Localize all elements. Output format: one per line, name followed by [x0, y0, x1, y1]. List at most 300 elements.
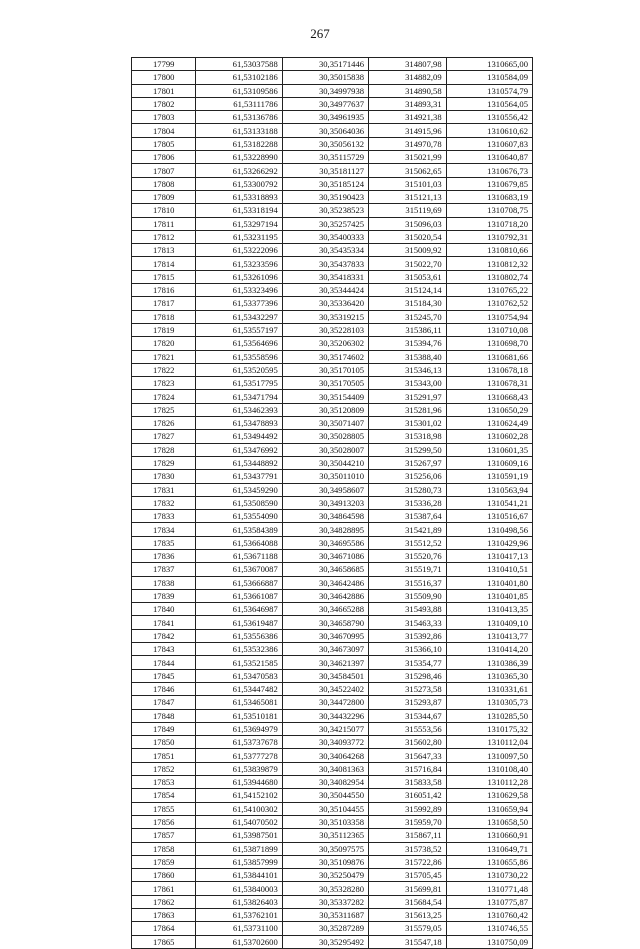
latitude-cell: 61,53182288 [196, 137, 282, 150]
x-coordinate-cell: 315421,89 [369, 523, 447, 536]
point-number-cell: 17853 [132, 776, 196, 789]
latitude-cell: 61,53323496 [196, 284, 282, 297]
point-number-cell: 17834 [132, 523, 196, 536]
point-number-cell: 17841 [132, 616, 196, 629]
x-coordinate-cell: 315009,92 [369, 244, 447, 257]
latitude-cell: 61,54100302 [196, 802, 282, 815]
table-row [132, 616, 533, 629]
latitude-cell: 61,53584389 [196, 523, 282, 536]
y-coordinate-cell: 1310629,58 [446, 789, 532, 802]
latitude-cell: 61,53432297 [196, 310, 282, 323]
table-row [132, 603, 533, 616]
latitude-cell: 61,53840003 [196, 882, 282, 895]
latitude-cell: 61,53844101 [196, 869, 282, 882]
longitude-cell: 30,35170505 [282, 377, 368, 390]
longitude-cell: 30,34671086 [282, 549, 368, 562]
table-row [132, 855, 533, 868]
latitude-cell: 61,53871899 [196, 842, 282, 855]
latitude-cell: 61,53737678 [196, 736, 282, 749]
point-number-cell: 17845 [132, 669, 196, 682]
x-coordinate-cell: 315647,33 [369, 749, 447, 762]
x-coordinate-cell: 315124,14 [369, 284, 447, 297]
point-number-cell: 17843 [132, 643, 196, 656]
x-coordinate-cell: 315613,25 [369, 909, 447, 922]
table-row [132, 789, 533, 802]
table-row [132, 350, 533, 363]
x-coordinate-cell: 315392,86 [369, 629, 447, 642]
x-coordinate-cell: 315959,70 [369, 815, 447, 828]
longitude-cell: 30,35228103 [282, 323, 368, 336]
y-coordinate-cell: 1310413,77 [446, 629, 532, 642]
x-coordinate-cell: 315867,11 [369, 829, 447, 842]
y-coordinate-cell: 1310112,28 [446, 776, 532, 789]
table-row [132, 177, 533, 190]
longitude-cell: 30,35400333 [282, 230, 368, 243]
y-coordinate-cell: 1310750,09 [446, 935, 532, 948]
y-coordinate-cell: 1310331,61 [446, 682, 532, 695]
point-number-cell: 17835 [132, 536, 196, 549]
longitude-cell: 30,34977637 [282, 97, 368, 110]
longitude-cell: 30,34670995 [282, 629, 368, 642]
longitude-cell: 30,35257425 [282, 217, 368, 230]
latitude-cell: 61,53297194 [196, 217, 282, 230]
table-row [132, 842, 533, 855]
point-number-cell: 17858 [132, 842, 196, 855]
table-row [132, 337, 533, 350]
y-coordinate-cell: 1310746,55 [446, 922, 532, 935]
y-coordinate-cell: 1310765,22 [446, 284, 532, 297]
latitude-cell: 61,53261096 [196, 270, 282, 283]
y-coordinate-cell: 1310660,91 [446, 829, 532, 842]
x-coordinate-cell: 315722,86 [369, 855, 447, 868]
longitude-cell: 30,35238523 [282, 204, 368, 217]
latitude-cell: 61,53102186 [196, 71, 282, 84]
y-coordinate-cell: 1310760,42 [446, 909, 532, 922]
y-coordinate-cell: 1310563,94 [446, 483, 532, 496]
table-row [132, 204, 533, 217]
table-row [132, 164, 533, 177]
longitude-cell: 30,35328280 [282, 882, 368, 895]
y-coordinate-cell: 1310417,13 [446, 549, 532, 562]
x-coordinate-cell: 315020,54 [369, 230, 447, 243]
latitude-cell: 61,53671188 [196, 549, 282, 562]
latitude-cell: 61,53233596 [196, 257, 282, 270]
y-coordinate-cell: 1310698,70 [446, 337, 532, 350]
latitude-cell: 61,54152102 [196, 789, 282, 802]
latitude-cell: 61,53471794 [196, 390, 282, 403]
longitude-cell: 30,34082954 [282, 776, 368, 789]
longitude-cell: 30,34961935 [282, 111, 368, 124]
x-coordinate-cell: 316051,42 [369, 789, 447, 802]
latitude-cell: 61,53556386 [196, 629, 282, 642]
table-row [132, 909, 533, 922]
point-number-cell: 17804 [132, 124, 196, 137]
y-coordinate-cell: 1310365,30 [446, 669, 532, 682]
table-row [132, 443, 533, 456]
point-number-cell: 17803 [132, 111, 196, 124]
longitude-cell: 30,34997938 [282, 84, 368, 97]
latitude-cell: 61,53465081 [196, 696, 282, 709]
latitude-cell: 61,53520595 [196, 363, 282, 376]
y-coordinate-cell: 1310710,08 [446, 323, 532, 336]
latitude-cell: 61,53459290 [196, 483, 282, 496]
y-coordinate-cell: 1310810,66 [446, 244, 532, 257]
latitude-cell: 61,53557197 [196, 323, 282, 336]
longitude-cell: 30,35174602 [282, 350, 368, 363]
latitude-cell: 61,53944680 [196, 776, 282, 789]
point-number-cell: 17800 [132, 71, 196, 84]
longitude-cell: 30,35115729 [282, 151, 368, 164]
point-number-cell: 17833 [132, 510, 196, 523]
point-number-cell: 17832 [132, 496, 196, 509]
x-coordinate-cell: 315062,65 [369, 164, 447, 177]
longitude-cell: 30,35295492 [282, 935, 368, 948]
x-coordinate-cell: 315053,61 [369, 270, 447, 283]
point-number-cell: 17827 [132, 430, 196, 443]
latitude-cell: 61,53109586 [196, 84, 282, 97]
latitude-cell: 61,53670087 [196, 563, 282, 576]
longitude-cell: 30,35104455 [282, 802, 368, 815]
point-number-cell: 17840 [132, 603, 196, 616]
table-row [132, 71, 533, 84]
y-coordinate-cell: 1310602,28 [446, 430, 532, 443]
table-row [132, 417, 533, 430]
page-number: 267 [310, 26, 330, 41]
x-coordinate-cell: 315121,13 [369, 190, 447, 203]
y-coordinate-cell: 1310610,62 [446, 124, 532, 137]
point-number-cell: 17855 [132, 802, 196, 815]
latitude-cell: 61,53231195 [196, 230, 282, 243]
point-number-cell: 17846 [132, 682, 196, 695]
table-row [132, 696, 533, 709]
latitude-cell: 61,53554090 [196, 510, 282, 523]
longitude-cell: 30,35064036 [282, 124, 368, 137]
table-row [132, 643, 533, 656]
x-coordinate-cell: 315318,98 [369, 430, 447, 443]
point-number-cell: 17864 [132, 922, 196, 935]
latitude-cell: 61,53619487 [196, 616, 282, 629]
x-coordinate-cell: 315336,28 [369, 496, 447, 509]
table-row [132, 111, 533, 124]
y-coordinate-cell: 1310681,66 [446, 350, 532, 363]
x-coordinate-cell: 315366,10 [369, 643, 447, 656]
table-row [132, 563, 533, 576]
point-number-cell: 17852 [132, 762, 196, 775]
y-coordinate-cell: 1310665,00 [446, 58, 532, 71]
table-row [132, 669, 533, 682]
x-coordinate-cell: 315256,06 [369, 470, 447, 483]
longitude-cell: 30,35044210 [282, 456, 368, 469]
x-coordinate-cell: 315267,97 [369, 456, 447, 469]
table-row [132, 284, 533, 297]
table-row [132, 323, 533, 336]
table-row [132, 377, 533, 390]
latitude-cell: 61,53664088 [196, 536, 282, 549]
x-coordinate-cell: 315684,54 [369, 895, 447, 908]
table-row [132, 124, 533, 137]
table-row [132, 270, 533, 283]
point-number-cell: 17839 [132, 589, 196, 602]
longitude-cell: 30,35171446 [282, 58, 368, 71]
latitude-cell: 61,53857999 [196, 855, 282, 868]
y-coordinate-cell: 1310640,87 [446, 151, 532, 164]
longitude-cell: 30,35250479 [282, 869, 368, 882]
table-row [132, 935, 533, 948]
latitude-cell: 61,53702600 [196, 935, 282, 948]
longitude-cell: 30,34093772 [282, 736, 368, 749]
y-coordinate-cell: 1310775,87 [446, 895, 532, 908]
y-coordinate-cell: 1310679,85 [446, 177, 532, 190]
latitude-cell: 61,53558596 [196, 350, 282, 363]
x-coordinate-cell: 315344,67 [369, 709, 447, 722]
point-number-cell: 17859 [132, 855, 196, 868]
table-row [132, 869, 533, 882]
y-coordinate-cell: 1310429,96 [446, 536, 532, 549]
longitude-cell: 30,34958607 [282, 483, 368, 496]
latitude-cell: 61,53731100 [196, 922, 282, 935]
y-coordinate-cell: 1310108,40 [446, 762, 532, 775]
longitude-cell: 30,34642886 [282, 589, 368, 602]
table-row [132, 815, 533, 828]
point-number-cell: 17811 [132, 217, 196, 230]
x-coordinate-cell: 315519,71 [369, 563, 447, 576]
x-coordinate-cell: 315273,58 [369, 682, 447, 695]
latitude-cell: 61,53508590 [196, 496, 282, 509]
y-coordinate-cell: 1310414,20 [446, 643, 532, 656]
point-number-cell: 17826 [132, 417, 196, 430]
longitude-cell: 30,34828895 [282, 523, 368, 536]
point-number-cell: 17836 [132, 549, 196, 562]
latitude-cell: 61,53448892 [196, 456, 282, 469]
y-coordinate-cell: 1310792,31 [446, 230, 532, 243]
latitude-cell: 61,53661087 [196, 589, 282, 602]
x-coordinate-cell: 315343,00 [369, 377, 447, 390]
x-coordinate-cell: 315520,76 [369, 549, 447, 562]
longitude-cell: 30,34673097 [282, 643, 368, 656]
longitude-cell: 30,35287289 [282, 922, 368, 935]
longitude-cell: 30,35154409 [282, 390, 368, 403]
y-coordinate-cell: 1310564,05 [446, 97, 532, 110]
point-number-cell: 17823 [132, 377, 196, 390]
longitude-cell: 30,35044550 [282, 789, 368, 802]
point-number-cell: 17857 [132, 829, 196, 842]
x-coordinate-cell: 315387,64 [369, 510, 447, 523]
y-coordinate-cell: 1310541,21 [446, 496, 532, 509]
x-coordinate-cell: 315354,77 [369, 656, 447, 669]
point-number-cell: 17860 [132, 869, 196, 882]
longitude-cell: 30,35437833 [282, 257, 368, 270]
point-number-cell: 17848 [132, 709, 196, 722]
point-number-cell: 17807 [132, 164, 196, 177]
longitude-cell: 30,35109876 [282, 855, 368, 868]
latitude-cell: 61,53318893 [196, 190, 282, 203]
y-coordinate-cell: 1310762,52 [446, 297, 532, 310]
table-row [132, 829, 533, 842]
table-row [132, 895, 533, 908]
latitude-cell: 61,53762101 [196, 909, 282, 922]
table-row [132, 230, 533, 243]
latitude-cell: 61,53377396 [196, 297, 282, 310]
point-number-cell: 17863 [132, 909, 196, 922]
longitude-cell: 30,35028805 [282, 430, 368, 443]
longitude-cell: 30,35120809 [282, 403, 368, 416]
longitude-cell: 30,34215077 [282, 722, 368, 735]
point-number-cell: 17808 [132, 177, 196, 190]
longitude-cell: 30,35319215 [282, 310, 368, 323]
table-row [132, 882, 533, 895]
x-coordinate-cell: 315281,96 [369, 403, 447, 416]
latitude-cell: 61,53437791 [196, 470, 282, 483]
point-number-cell: 17812 [132, 230, 196, 243]
x-coordinate-cell: 315833,58 [369, 776, 447, 789]
y-coordinate-cell: 1310498,56 [446, 523, 532, 536]
x-coordinate-cell: 315716,84 [369, 762, 447, 775]
x-coordinate-cell: 315512,52 [369, 536, 447, 549]
y-coordinate-cell: 1310607,83 [446, 137, 532, 150]
table-row [132, 430, 533, 443]
point-number-cell: 17849 [132, 722, 196, 735]
longitude-cell: 30,34665288 [282, 603, 368, 616]
point-number-cell: 17799 [132, 58, 196, 71]
x-coordinate-cell: 315101,03 [369, 177, 447, 190]
latitude-cell: 61,53777278 [196, 749, 282, 762]
y-coordinate-cell: 1310802,74 [446, 270, 532, 283]
latitude-cell: 61,53666887 [196, 576, 282, 589]
y-coordinate-cell: 1310658,50 [446, 815, 532, 828]
y-coordinate-cell: 1310659,94 [446, 802, 532, 815]
x-coordinate-cell: 315394,76 [369, 337, 447, 350]
coordinates-table [131, 57, 533, 949]
y-coordinate-cell: 1310591,19 [446, 470, 532, 483]
table-row [132, 310, 533, 323]
x-coordinate-cell: 315992,89 [369, 802, 447, 815]
longitude-cell: 30,35103358 [282, 815, 368, 828]
y-coordinate-cell: 1310676,73 [446, 164, 532, 177]
longitude-cell: 30,34695586 [282, 536, 368, 549]
point-number-cell: 17850 [132, 736, 196, 749]
table-row [132, 736, 533, 749]
y-coordinate-cell: 1310601,35 [446, 443, 532, 456]
longitude-cell: 30,35181127 [282, 164, 368, 177]
table-row [132, 629, 533, 642]
latitude-cell: 61,53646987 [196, 603, 282, 616]
table-row [132, 802, 533, 815]
latitude-cell: 61,53478893 [196, 417, 282, 430]
point-number-cell: 17809 [132, 190, 196, 203]
y-coordinate-cell: 1310285,50 [446, 709, 532, 722]
latitude-cell: 61,53826403 [196, 895, 282, 908]
y-coordinate-cell: 1310683,19 [446, 190, 532, 203]
longitude-cell: 30,34913203 [282, 496, 368, 509]
y-coordinate-cell: 1310730,22 [446, 869, 532, 882]
point-number-cell: 17862 [132, 895, 196, 908]
point-number-cell: 17824 [132, 390, 196, 403]
x-coordinate-cell: 315280,73 [369, 483, 447, 496]
point-number-cell: 17806 [132, 151, 196, 164]
y-coordinate-cell: 1310574,79 [446, 84, 532, 97]
x-coordinate-cell: 315301,02 [369, 417, 447, 430]
table-row [132, 510, 533, 523]
y-coordinate-cell: 1310754,94 [446, 310, 532, 323]
x-coordinate-cell: 315516,37 [369, 576, 447, 589]
y-coordinate-cell: 1310708,75 [446, 204, 532, 217]
x-coordinate-cell: 315119,69 [369, 204, 447, 217]
table-row [132, 390, 533, 403]
y-coordinate-cell: 1310624,49 [446, 417, 532, 430]
latitude-cell: 61,53318194 [196, 204, 282, 217]
table-row [132, 151, 533, 164]
point-number-cell: 17817 [132, 297, 196, 310]
point-number-cell: 17829 [132, 456, 196, 469]
table-row [132, 470, 533, 483]
table-row [132, 363, 533, 376]
table-row [132, 137, 533, 150]
x-coordinate-cell: 315705,45 [369, 869, 447, 882]
longitude-cell: 30,35344424 [282, 284, 368, 297]
y-coordinate-cell: 1310556,42 [446, 111, 532, 124]
longitude-cell: 30,34642486 [282, 576, 368, 589]
latitude-cell: 61,53517795 [196, 377, 282, 390]
x-coordinate-cell: 315298,46 [369, 669, 447, 682]
x-coordinate-cell: 315022,70 [369, 257, 447, 270]
point-number-cell: 17802 [132, 97, 196, 110]
y-coordinate-cell: 1310175,32 [446, 722, 532, 735]
point-number-cell: 17842 [132, 629, 196, 642]
table-row [132, 656, 533, 669]
point-number-cell: 17830 [132, 470, 196, 483]
longitude-cell: 30,35185124 [282, 177, 368, 190]
point-number-cell: 17837 [132, 563, 196, 576]
latitude-cell: 61,53521585 [196, 656, 282, 669]
y-coordinate-cell: 1310609,16 [446, 456, 532, 469]
point-number-cell: 17856 [132, 815, 196, 828]
y-coordinate-cell: 1310812,32 [446, 257, 532, 270]
table-row [132, 523, 533, 536]
table-row [132, 84, 533, 97]
longitude-cell: 30,34432296 [282, 709, 368, 722]
x-coordinate-cell: 315463,33 [369, 616, 447, 629]
y-coordinate-cell: 1310584,09 [446, 71, 532, 84]
coordinates-table-body [132, 58, 533, 949]
latitude-cell: 61,53136786 [196, 111, 282, 124]
latitude-cell: 61,53470583 [196, 669, 282, 682]
x-coordinate-cell: 314915,96 [369, 124, 447, 137]
y-coordinate-cell: 1310097,50 [446, 749, 532, 762]
latitude-cell: 61,53300792 [196, 177, 282, 190]
point-number-cell: 17861 [132, 882, 196, 895]
table-row [132, 762, 533, 775]
point-number-cell: 17818 [132, 310, 196, 323]
y-coordinate-cell: 1310655,86 [446, 855, 532, 868]
point-number-cell: 17816 [132, 284, 196, 297]
x-coordinate-cell: 315602,80 [369, 736, 447, 749]
point-number-cell: 17847 [132, 696, 196, 709]
y-coordinate-cell: 1310413,35 [446, 603, 532, 616]
point-number-cell: 17805 [132, 137, 196, 150]
longitude-cell: 30,35071407 [282, 417, 368, 430]
x-coordinate-cell: 315096,03 [369, 217, 447, 230]
latitude-cell: 61,53494492 [196, 430, 282, 443]
x-coordinate-cell: 315509,90 [369, 589, 447, 602]
point-number-cell: 17815 [132, 270, 196, 283]
x-coordinate-cell: 314893,31 [369, 97, 447, 110]
point-number-cell: 17851 [132, 749, 196, 762]
table-row [132, 496, 533, 509]
latitude-cell: 61,53987501 [196, 829, 282, 842]
x-coordinate-cell: 314890,58 [369, 84, 447, 97]
y-coordinate-cell: 1310649,71 [446, 842, 532, 855]
y-coordinate-cell: 1310409,10 [446, 616, 532, 629]
